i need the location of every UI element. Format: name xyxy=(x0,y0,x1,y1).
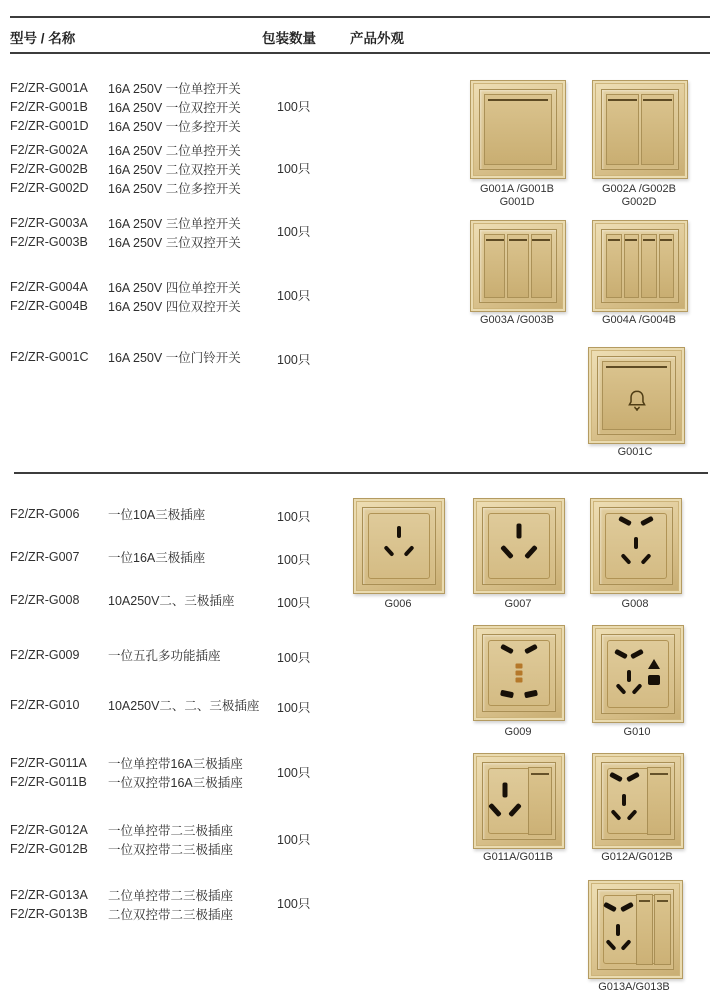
product-desc: 一位单控带二三极插座 xyxy=(108,823,234,838)
column-header-model-name: 型号 / 名称 xyxy=(10,31,76,46)
image-caption: G003A /G003B xyxy=(480,314,554,326)
product-model: F2/ZR-G003A xyxy=(10,215,88,230)
earth-pin-slot-icon xyxy=(616,924,620,936)
product-image-g011 xyxy=(473,753,565,849)
product-image-g003 xyxy=(470,220,566,312)
switch-rocker xyxy=(507,234,528,298)
image-caption: G013A/G013B xyxy=(598,981,670,993)
product-image-g009 xyxy=(473,625,565,721)
product-model: F2/ZR-G002A xyxy=(10,142,88,157)
product-model: F2/ZR-G008 xyxy=(10,592,80,607)
switch-rocker xyxy=(641,94,674,165)
product-row-g009 xyxy=(10,645,221,664)
product-model: F2/ZR-G009 xyxy=(10,647,80,662)
socket-faceplate xyxy=(599,507,673,585)
switch-faceplate xyxy=(601,229,679,303)
product-row-g008 xyxy=(10,590,234,609)
pack-quantity: 100只 xyxy=(277,701,311,715)
product-row-g001 xyxy=(10,78,241,135)
pack-quantity: 100只 xyxy=(277,553,311,567)
socket-faceplate xyxy=(482,762,556,840)
product-model: F2/ZR-G012A xyxy=(10,822,88,837)
product-model: F2/ZR-G013A xyxy=(10,887,88,902)
pack-quantity: 100只 xyxy=(277,510,311,524)
socket-faceplate xyxy=(482,507,556,585)
product-desc: 16A 250V 一位单控开关 xyxy=(108,81,241,96)
product-image-g007 xyxy=(473,498,565,594)
product-row-g001c xyxy=(10,347,241,366)
switch-rocker xyxy=(654,894,671,965)
socket-faceplate xyxy=(482,634,556,712)
product-model: F2/ZR-G001B xyxy=(10,99,88,114)
socket-inner-frame xyxy=(368,513,430,579)
doorbell-rocker xyxy=(602,361,671,430)
product-desc: 16A 250V 一位多控开关 xyxy=(108,119,241,134)
product-model: F2/ZR-G013B xyxy=(10,906,88,921)
image-caption: G009 xyxy=(504,726,532,738)
image-caption: G001C xyxy=(617,446,653,458)
product-model: F2/ZR-G004A xyxy=(10,279,88,294)
product-row-g007 xyxy=(10,547,205,566)
product-image-g013 xyxy=(588,880,683,979)
switch-rocker xyxy=(636,894,653,965)
product-image-g001 xyxy=(470,80,566,179)
socket-faceplate xyxy=(362,507,436,585)
product-model: F2/ZR-G003B xyxy=(10,234,88,249)
socket-faceplate xyxy=(597,889,674,970)
product-desc: 16A 250V 三位双控开关 xyxy=(108,235,241,250)
image-caption: G006 xyxy=(384,598,412,610)
pack-quantity: 100只 xyxy=(277,651,311,665)
product-desc: 二位单控带二三极插座 xyxy=(108,888,234,903)
earth-pin-slot-icon xyxy=(503,783,508,798)
switch-rocker xyxy=(484,94,552,165)
product-image-g006 xyxy=(353,498,445,594)
pack-quantity: 100只 xyxy=(277,596,311,610)
earth-pin-slot-icon xyxy=(517,523,522,538)
product-model: F2/ZR-G004B xyxy=(10,298,88,313)
switch-faceplate xyxy=(479,229,557,303)
switch-rocker xyxy=(528,767,553,835)
image-caption: G012A/G012B xyxy=(601,851,673,863)
switch-rocker xyxy=(606,234,622,298)
image-caption: G004A /G004B xyxy=(602,314,676,326)
product-desc: 一位16A三极插座 xyxy=(108,550,206,565)
product-desc: 二位双控带二三极插座 xyxy=(108,907,234,922)
image-caption: G001A /G001B G001D xyxy=(480,183,554,208)
switch-rocker xyxy=(606,94,639,165)
product-desc: 一位双控带二三极插座 xyxy=(108,842,234,857)
triangle-pin-slot-icon xyxy=(648,659,660,669)
product-row-g002 xyxy=(10,140,241,197)
product-desc: 10A250V二、三极插座 xyxy=(108,593,235,608)
pack-quantity: 100只 xyxy=(277,766,311,780)
product-row-g013 xyxy=(10,885,233,923)
square-pin-slot-icon xyxy=(648,675,660,685)
product-desc: 16A 250V 二位双控开关 xyxy=(108,162,241,177)
product-model: F2/ZR-G002B xyxy=(10,161,88,176)
column-header-qty: 包装数量 xyxy=(262,31,316,46)
product-desc: 一位10A三极插座 xyxy=(108,507,206,522)
product-desc: 16A 250V 四位双控开关 xyxy=(108,299,241,314)
earth-pin-slot-icon xyxy=(397,526,401,538)
product-image-g004 xyxy=(592,220,688,312)
pack-quantity: 100只 xyxy=(277,225,311,239)
pack-quantity: 100只 xyxy=(277,353,311,367)
switch-rocker xyxy=(641,234,657,298)
product-model: F2/ZR-G007 xyxy=(10,549,80,564)
switch-faceplate xyxy=(479,89,557,170)
pack-quantity: 100只 xyxy=(277,897,311,911)
product-desc: 16A 250V 四位单控开关 xyxy=(108,280,241,295)
product-model: F2/ZR-G006 xyxy=(10,506,80,521)
brass-contact-icon xyxy=(516,664,523,669)
product-image-g012 xyxy=(592,753,684,849)
pack-quantity: 100只 xyxy=(277,289,311,303)
product-row-g010 xyxy=(10,695,259,714)
product-model: F2/ZR-G001D xyxy=(10,118,89,133)
header-rule xyxy=(10,52,710,54)
pack-quantity: 100只 xyxy=(277,100,311,114)
earth-pin-slot-icon xyxy=(627,670,631,682)
switch-rocker xyxy=(484,234,505,298)
brass-contact-icon xyxy=(516,677,523,682)
product-image-g002 xyxy=(592,80,688,179)
section-divider-rule xyxy=(14,472,708,474)
column-header-appearance: 产品外观 xyxy=(350,31,404,46)
product-desc: 一位单控带16A三极插座 xyxy=(108,756,243,771)
product-row-g011 xyxy=(10,753,243,791)
switch-rocker xyxy=(624,234,640,298)
product-model: F2/ZR-G002D xyxy=(10,180,89,195)
product-desc: 16A 250V 三位单控开关 xyxy=(108,216,241,231)
switch-rocker xyxy=(647,767,672,835)
earth-pin-slot-icon xyxy=(622,794,626,806)
image-caption: G002A /G002B G002D xyxy=(602,183,676,208)
switch-faceplate xyxy=(597,356,676,435)
product-model: F2/ZR-G001C xyxy=(10,349,89,364)
image-caption: G011A/G011B xyxy=(483,851,553,863)
bell-icon xyxy=(624,388,650,414)
product-row-g012 xyxy=(10,820,233,858)
product-image-g010 xyxy=(592,625,684,723)
pack-quantity: 100只 xyxy=(277,162,311,176)
product-desc: 16A 250V 二位多控开关 xyxy=(108,181,241,196)
product-image-g008 xyxy=(590,498,682,594)
pack-quantity: 100只 xyxy=(277,833,311,847)
image-caption: G008 xyxy=(621,598,649,610)
product-model: F2/ZR-G012B xyxy=(10,841,88,856)
switch-rocker xyxy=(659,234,675,298)
product-model: F2/ZR-G010 xyxy=(10,697,80,712)
product-desc: 16A 250V 一位双控开关 xyxy=(108,100,241,115)
product-row-g004 xyxy=(10,277,241,315)
product-desc: 10A250V二、二、三极插座 xyxy=(108,698,260,713)
image-caption: G007 xyxy=(504,598,532,610)
product-image-g001c xyxy=(588,347,685,444)
socket-faceplate xyxy=(601,762,675,840)
image-caption: G010 xyxy=(623,726,651,738)
product-desc: 16A 250V 一位门铃开关 xyxy=(108,350,241,365)
product-row-g003 xyxy=(10,213,241,251)
product-row-g006 xyxy=(10,504,205,523)
product-model: F2/ZR-G001A xyxy=(10,80,88,95)
earth-pin-slot-icon xyxy=(634,537,638,549)
switch-faceplate xyxy=(601,89,679,170)
socket-faceplate xyxy=(601,634,675,714)
product-desc: 16A 250V 二位单控开关 xyxy=(108,143,241,158)
brass-contact-icon xyxy=(516,671,523,676)
switch-rocker xyxy=(531,234,552,298)
product-desc: 一位五孔多功能插座 xyxy=(108,648,221,663)
product-desc: 一位双控带16A三极插座 xyxy=(108,775,243,790)
top-rule xyxy=(10,16,710,18)
product-model: F2/ZR-G011A xyxy=(10,755,87,770)
product-model: F2/ZR-G011B xyxy=(10,774,87,789)
